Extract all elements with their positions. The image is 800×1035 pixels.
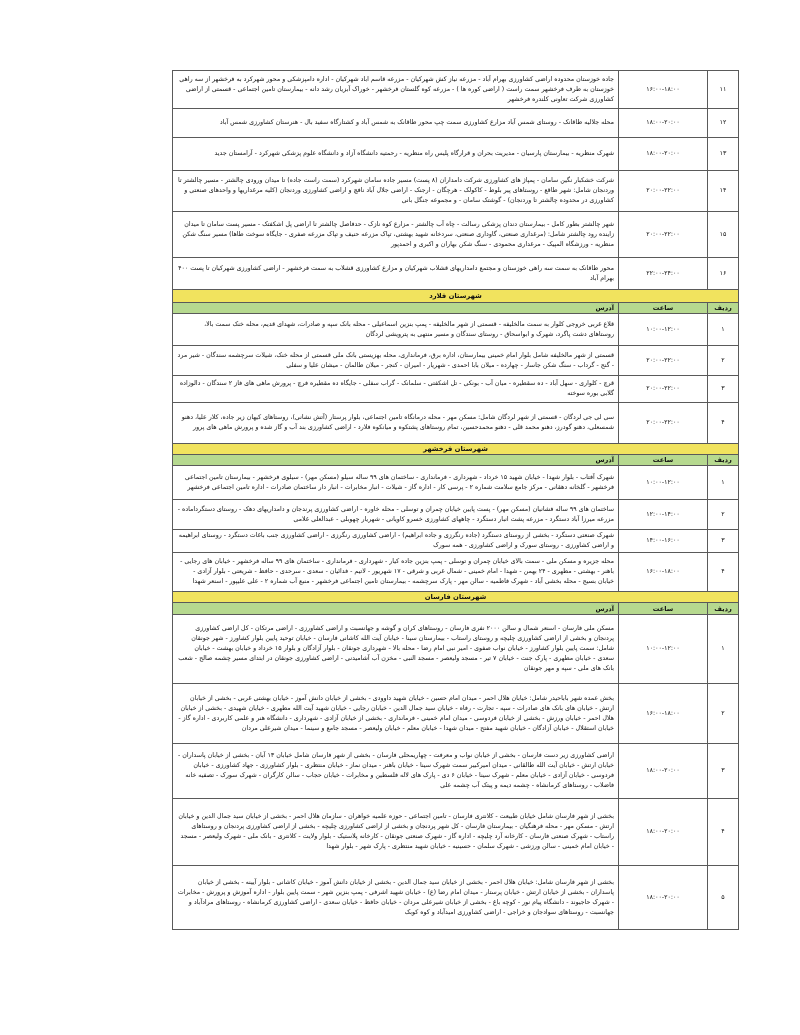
row-number: ۲ (708, 500, 739, 530)
radif-header: ردیف (708, 603, 739, 615)
outage-time: ۱۰:۰۰-۱۲:۰۰ (619, 615, 708, 684)
city-header-row (173, 592, 739, 603)
city-name: شهرستان فلارد (173, 290, 739, 303)
row-number: ۳ (708, 376, 739, 403)
table-row (173, 71, 739, 109)
outage-time: ۲۰:۰۰-۲۲:۰۰ (619, 212, 708, 258)
outage-address: قسمتی از شهر مالخلیفه شامل بلوار امام خمینی بیمارستان، اداره برق، فرمانداری، محله بهزیستی بانک ملی قسمتی از محله خنک، شیلات سرچشمه سندگان - شیر مرد - گنج - گرداب - سنگ شکن جاسار - چهارده - میلان بابا احمدی - شهریار - امیران - کنجر - میلان طالمان - میشان علیا و سفلی (173, 346, 619, 376)
outage-time: ۱۸:۰۰-۲۰:۰۰ (619, 109, 708, 138)
outage-time: ۱۰:۰۰-۱۲:۰۰ (619, 314, 708, 346)
row-number: ۵ (708, 866, 739, 930)
table-row (173, 615, 739, 684)
table-row (173, 258, 739, 290)
outage-time: ۱۸:۰۰-۲۰:۰۰ (619, 138, 708, 171)
row-number: ۲ (708, 684, 739, 744)
outage-time: ۱۶:۰۰-۱۸:۰۰ (619, 684, 708, 744)
row-number: ۱۳ (708, 138, 739, 171)
table-row (173, 346, 739, 376)
row-number: ۱۵ (708, 212, 739, 258)
row-number: ۳ (708, 530, 739, 553)
radif-header: ردیف (708, 455, 739, 466)
address-header: آدرس (173, 603, 619, 615)
table-row (173, 500, 739, 530)
table-row (173, 684, 739, 744)
row-number: ۴ (708, 553, 739, 592)
time-header: ساعت (619, 455, 708, 466)
outage-time: ۱۸:۰۰-۲۰:۰۰ (619, 744, 708, 799)
outage-time: ۱۲:۰۰-۱۴:۰۰ (619, 500, 708, 530)
time-header: ساعت (619, 303, 708, 314)
outage-address: شهرک منظریه - بیمارستان پارسیان - مدیریت بحران و قرارگاه پلیس راه منظریه - رحمتیه دانشگاه آزاد و دانشگاه علوم پزشکی شهرکرد - آرامستان جدید (173, 138, 619, 171)
table-row (173, 403, 739, 444)
row-number: ۴ (708, 799, 739, 866)
row-number: ۱۲ (708, 109, 739, 138)
table-row (173, 866, 739, 930)
outage-address: شهر چالشتر بطور کامل - بیمارستان دندان پزشکی رسالت - چاه آب چالشتر - مزارع کوه نازک - حدفاصل چالشتر تا اراضی پل اشکفتک - مسیر پست سامان تا میدان زاینده رود چالشتر شامل: (مرغداری صنعتی، گاوداری صنعتی، سردخانه شهید بهشتی، تپاک مزرعه حنیف و تپاک مزرعه صفری - جایگاه سوخت طاها) مسیر سنگ شکن منظریه - ورزشگاه المپیک - مرغداری محمودی - سنگ شکن بهاران و اکبری و احمدپور (173, 212, 619, 258)
table-row (173, 553, 739, 592)
radif-header: ردیف (708, 303, 739, 314)
outage-address: ساختمان های ۹۹ ساله فشانیان (مسکن مهر) - پست پایین خیابان چمران و توسلی - محله خاوره - اراضی کشاورزی پرندجان و دامداریهای دهک - روستای دستگرداماده - مزرعه میرزا آباد دستگرد - مزرعه پشت انبار دستگرد - چاههای کشاورزی خسرو کاویانی - شهریار چهوبلی - عبدالعلی غلامی (173, 500, 619, 530)
outage-time: ۲۲:۰۰-۲۴:۰۰ (619, 258, 708, 290)
outage-time: ۲۰:۰۰-۲۲:۰۰ (619, 171, 708, 212)
outage-address: شهرک آفتاب - بلوار شهدا - خیابان شهید ۱۵ خرداد - شهرداری - فرمانداری - ساختمان های ۹۹ ساله سیلو (مسکن مهر) - سیلوی فرخشهر - بیمارستان تامین اجتماعی فرخشهر - گلخانه دهقانی - مرکز جامع سلامت شماره ۲ - پرسی کار - اداره گاز - شیلات - انبار مخابرات - انبار دار ساختمان صادرات - اداره تامین اجتماعی فرخشهر (173, 466, 619, 500)
outage-address: بخشی از شهر فارسان شامل خیابان طبیعت - کلانتری فارسان - تامین اجتماعی - حوزه علمیه خواهران - سازمان هلال احمر - بخشی از خیابان سید جمال الدین و خیابان ارتش - مسکن مهر - محله فرهنگیان - بیمارستان فارسان - کل شهر پردنجان و بخشی از اراضی کشاورزی چلیچه - بخشی از اراضی کشاورزی پردنجان و روستاهای راستاب - شهرک صنعتی فارسان - کارخانه آرد چلیچه - اداره گاز - شهرک صنعتی جونقان - کارخانه پلاستیک - بلوار ولایت - کلانتری - بانک ملی - شهرک ولیعصر - مسجد - خیابان امام خمینی - سالن ورزشی - شهرک سلمان - حسینیه - خیابان شهید منتظری - پارک شهر - بلوار شهدا (173, 799, 619, 866)
table-row (173, 171, 739, 212)
outage-schedule-table (172, 70, 739, 930)
outage-time: ۱۶:۰۰-۱۸:۰۰ (619, 71, 708, 109)
outage-address: شرکت خشکبار نگین سامان - پمپاژ های کشاورزی شرکت دامداران (۸ پست) مسیر جاده سامان شهرکرد (سمت راست جاده) تا میدان ورودی چالشتر - مسیر چالشتر تا وردنجان شامل: شهر طاقع - روستاهای پیر بلوط - کاکولک - هرچگان - ارجنک - اراضی جلال آباد نافچ و اراضی کشاورزی وردنجان (کلیه مرغداریها و واحدهای صنعتی و کشاورزی در محدوده چالشتر تا وردنجان) - گوشتک سامان - و مجموعه جنگل بانی (173, 171, 619, 212)
outage-address: سی لی جی لردگان - قسمتی از شهر لردگان شامل: مسکن مهر - محله درمانگاه تامین اجتماعی، بلوار پرستار (آتش نشانی)، روستاهای کیهان زیر جاده، کلار علیا، دهنو شمسعلی، دهنو گودرز، دهنو محمد قلی - دهنو محمدحسین، تمام روستاهای پشتکوه و میانکوه فلارد - اراضی کشاورزی بند آب و گاز شده و پرورش ماهی های پرور (173, 403, 619, 444)
outage-address: محله جزیره و مسکن ملی - سمت بالای خیابان چمران و توسلی - پمپ بنزین جاده کیار - شهرداری - فرمانداری - ساختمان های ۹۹ ساله فرخشهر - خیابان های رجایی - باهنر - بهشتی - مطهری - ۲۴ بهمن - شهدا - امام خمینی - شمال غربی و شرقی - ۱۷ شهریور - لاتیم - فدائیان - سعدی - سرحدی - حافظ - شریعتی - بلوار آزادی - خیابان بسیج - محله بخشی آباد - شهرک فاطمیه - سالن مهر - پارک سرچشمه - بیمارستان تامین اجتماعی فرخشهر - منبع آب شماره ۲ - علی علیپور - اسنعر شهدا (173, 553, 619, 592)
row-number: ۱۴ (708, 171, 739, 212)
row-number: ۱ (708, 615, 739, 684)
outage-address: محله جلالیه طاقانک - روستای شمس آباد مزارع کشاورزی سمت چپ محور طاقانک به شمس آباد و کشتارگاه سفید بال - هنرستان کشاورزی شمس آباد (173, 109, 619, 138)
table-row (173, 109, 739, 138)
column-header-row (173, 603, 739, 615)
row-number: ۱۶ (708, 258, 739, 290)
outage-address: محور طاقانک به سمت سه راهی خوزستان و مجتمع دامداریهای قشلاب شهرکیان و مزارع کشاورزی قشلاب به سمت فرخشهر - اراضی کشاورزی شهرکیان تا پست ۴۰۰ بهرام آباد (173, 258, 619, 290)
city-header-row (173, 444, 739, 455)
outage-address: قرچ - کلواری - سهل آباد - ده سقطیره - میان آب - بونکی - تل اشکفتی - سلمانک - گراب سفلی - جایگاه ده مقطیره فرچ - پرورش ماهی های فاز ۲ سندگان - دالوزاده گلابی بوره سوخته (173, 376, 619, 403)
table-row (173, 530, 739, 553)
outage-time: ۱۸:۰۰-۲۰:۰۰ (619, 799, 708, 866)
row-number: ۱ (708, 314, 739, 346)
time-header: ساعت (619, 603, 708, 615)
table-row (173, 212, 739, 258)
outage-address: جاده خوزستان محدوده اراضی کشاورزی بهرام آباد - مزرعه نیاز کش شهرکیان - مزرعه قاسم اباد شهرکیان - اداره دامپزشکی و محور شهرکرد به فرخشهر از سه راهی خوزستان به طرف فرخشهر سمت راست ( اراضی کوره ها ) - مزرعه کوه گلستان فرخشهر - خوراک آبزیان رشد دانه - بیمارستان تامین اجتماعی - قسمتی از اراضی کشاورزی شرکت تعاونی کلندره فرخشهر (173, 71, 619, 109)
outage-time: ۱۶:۰۰-۱۸:۰۰ (619, 553, 708, 592)
row-number: ۳ (708, 744, 739, 799)
table-row (173, 314, 739, 346)
outage-address: شهرک صنعتی دستگرد - بخشی از روستای دستگرد (جاده رنگرزی و جاده ابراهیم) - اراضی کشاورزی رنگرزی - اراضی کشاورزی جنب باغات دستگرد - روستای ابراهیمه و اراضی کشاورزی - روستای سورک و اراضی کشاورزی - همه سورک (173, 530, 619, 553)
outage-address: بخش عمده شهر باباحیدر شامل: خیابان هلال احمر - میدان امام حسین - خیابان شهید داوودی - بخشی از خیابان دانش آموز - خیابان بهشتی غربی - بخشی از خیابان ارتش - خیابان های بانک های صادرات - سپه - تجارت - رفاه - خیابان سید جمال الدین - خیابان رجایی - خیابان شهید آیت الله مطهری - خیابان شهیدی - بخشی از خیابان هلال احمر - خیابان ورزش - بخشی از خیابان فردوسی - میدان امام خمینی - فرمانداری - بخشی از خیابان آزادی - شهرداری - دانشگاه هنر و علمی کاربردی - اداره گاز - خیابان استقلال - خیابان آزادگان - خیابان شهید مفتح - میدان شهدا - خیابان معلم - خیابان ولیعصر - مسجد جامع و سینما - میدان شیرعلی مردان (173, 684, 619, 744)
outage-address: مسکن ملی فارسان - اسنعر شمال و سالن ۲۰۰۰ نفری فارسان - روستاهای کران و گوشه و جهانسبت و اراضی کشاورزی - اراضی مرتکان - کل اراضی کشاورزی پردنجان و بخشی از اراضی کشاورزی چلیچه و روستای راستاب - بیمارستان سینا - خیابان آیت الله کاشانی فارسان - خیابان توحید پایین بلوار کشاورز - شهر جونقان شامل: سمت پایین بلوار کشاورز - خیابان نواب صفوی - امیر نبی امام رضا - محله بالا - شهرداری جونقان - بلوار آزادگان و بلوار ۱۵ خرداد و خیابان بهشت - خیابان سعدی - خیابان مطهری - پارک جنت - خیابان ۷ تیر - مسجد ولیعصر - مسجد النبی - مخزن آب آشامیدنی - اراضی کشاورزی جونقان در ابتدای مسیر چشمه صالح - شعب بانک های ملی - سپه و مهر جونقان (173, 615, 619, 684)
outage-time: ۱۰:۰۰-۱۲:۰۰ (619, 466, 708, 500)
row-number: ۴ (708, 403, 739, 444)
outage-address: بخشی از شهر فارسان شامل: خیابان هلال احمر - بخشی از خیابان سید جمال الدین - بخشی از خیابان دانش آموز - خیابان کاشانی - بلوار آیینه - بخشی از خیابان پاسداران - بخشی از خیابان ارتش - خیابان پرستار - میدان امام رضا (ع) - خیابان شهید اشرفی - پمپ بنزین شهر - سمت پایین بلوار - اداره آموزش و پرورش - مخابرات - شهرک حاجیوند - دانشگاه پیام نور - کوچه باغ - بخشی از خیابان شیرعلی مردان - خیابان حافظ - خیابان سعدی - اراضی کشاورزی کرمانشاه - روستاهای مرادآباد و جهانسبت - روستاهای سوادجان و خراجی - اراضی کشاورزی امیدآباد و کوه کوبک (173, 866, 619, 930)
address-header: آدرس (173, 455, 619, 466)
row-number: ۱۱ (708, 71, 739, 109)
outage-address: قلاع غربی خروجی کلوار به سمت مالخلیفه - قسمتی از شهر مالخلیفه - پمپ بنزین اسماعیلی - محله بانک سپه و صادرات، شهدای قدیم، محله خنک سمت بالا، روستاهای دشت پاگرد، شهرک و ابواسحاق - روستای سندگان و مسیر منتهی به پترویشی لردگان (173, 314, 619, 346)
outage-time: ۲۰:۰۰-۲۲:۰۰ (619, 346, 708, 376)
city-header-row (173, 290, 739, 303)
outage-time: ۲۰:۰۰-۲۲:۰۰ (619, 403, 708, 444)
row-number: ۱ (708, 466, 739, 500)
table-row (173, 799, 739, 866)
outage-time: ۲۰:۰۰-۲۲:۰۰ (619, 376, 708, 403)
column-header-row (173, 303, 739, 314)
outage-address: اراضی کشاورزی زیر دست فارسان - بخشی از خیابان نواب و معرفت - چهاریمحلی فارسان - بخشی از شهر فارسان شامل خیابان ۱۳ آبان - بخشی از خیابان پاسداران - خیابان ارتش - خیابان آیت الله طالقانی - میدان امیرکبیر سمت شهرک سینا - خیابان باهنر - میدان نماز - خیابان منتظری - بلوار کشاورزی - جهاد کشاورزی - خیابان فردوسی - خیابان آزادی - خیابان معلم - شهرک سینا - خیابان ۶ دی - پارک های لاله فلسطین و مخابرات - خیابان حجاب - سالن کارگران - شهرک سورک - تصفیه خانه فاضلاب - روستاهای کرمانشاه - چشمه دیمه و پیتک آب چشمه علی (173, 744, 619, 799)
table-row (173, 376, 739, 403)
table-row (173, 466, 739, 500)
city-name: شهرستان فارسان (173, 592, 739, 603)
city-name: شهرستان فرخشهر (173, 444, 739, 455)
row-number: ۲ (708, 346, 739, 376)
table-row (173, 744, 739, 799)
outage-time: ۱۴:۰۰-۱۶:۰۰ (619, 530, 708, 553)
outage-time: ۱۸:۰۰-۲۰:۰۰ (619, 866, 708, 930)
table-row (173, 138, 739, 171)
column-header-row (173, 455, 739, 466)
address-header: آدرس (173, 303, 619, 314)
